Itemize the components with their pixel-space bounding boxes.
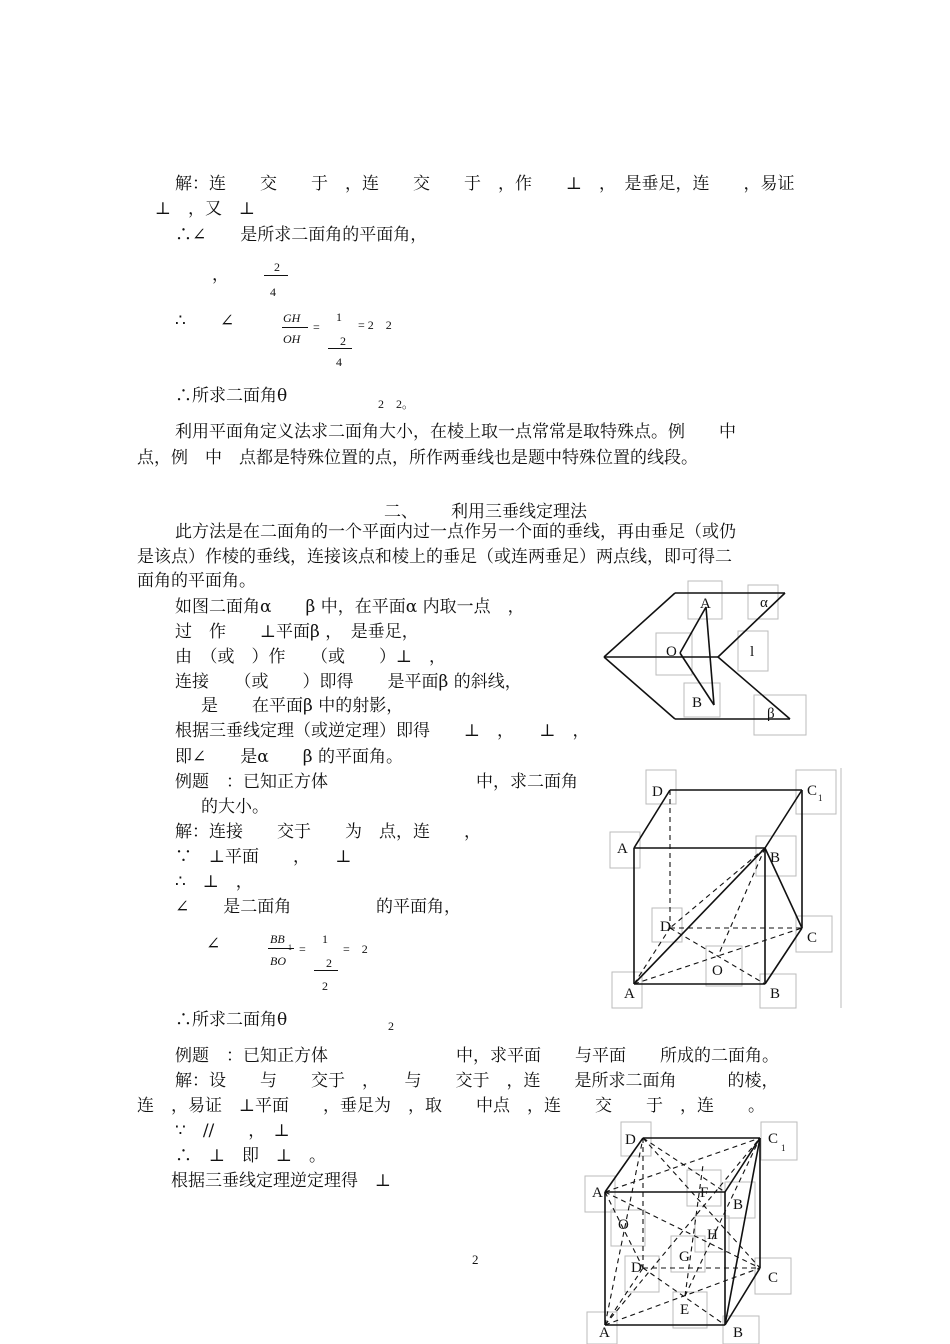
angle-symbol: ∠	[206, 934, 221, 954]
example-line: 例题 ：已知正方体	[175, 1046, 328, 1066]
example-line: ∵ // ， ⊥	[175, 1121, 290, 1141]
solution-line-3: ∴∠ 是所求二面角的平面角，	[175, 225, 428, 245]
label-A: A	[624, 986, 635, 1002]
cube-figure-1	[610, 768, 845, 1008]
label-l: l	[750, 644, 755, 660]
paragraph-line: 由 （或 ）作 （或 ）⊥ ，	[175, 647, 446, 667]
solution-line-6: ∴所求二面角θ	[175, 386, 288, 406]
fraction-denominator: 2	[322, 979, 328, 993]
label-A1: A	[617, 841, 628, 857]
result-value: = 2 2	[358, 318, 392, 332]
page-number: 2	[472, 1252, 479, 1267]
label-C: C	[768, 1270, 779, 1286]
section-title: 利用三垂线定理法	[451, 502, 587, 522]
fraction-numerator: BB	[270, 932, 285, 946]
label-B: B	[733, 1325, 744, 1341]
example-line: ∴ ⊥ ，	[175, 872, 253, 892]
subscript: 1	[288, 943, 292, 952]
fraction-bar	[328, 348, 352, 349]
label-A1: A	[592, 1185, 603, 1201]
paragraph-line: 点，例 中 点都是特殊位置的点，所作两垂线也是题中特殊位置的线段。	[137, 448, 698, 468]
answer-value: 2	[388, 1019, 394, 1033]
fraction-denominator: 4	[270, 285, 276, 299]
line-AB	[706, 607, 714, 705]
answer-line: ∴所求二面角θ	[175, 1010, 288, 1030]
example-line: ∴ ⊥ 即 ⊥ 。	[175, 1146, 326, 1166]
paragraph-line: 如图二面角α β 中，在平面α 内取一点 ，	[175, 597, 525, 617]
example-line: 解：连接 交于 为 点，连 ，	[175, 822, 481, 842]
paragraph-line: 过 作 ⊥平面β ， 是垂足，	[175, 622, 419, 642]
paragraph-line: 此方法是在二面角的一个平面内过一点作另一个面的垂线，再由垂足（或仍	[175, 522, 736, 542]
label-B: B	[770, 986, 781, 1002]
label-A: A	[599, 1325, 610, 1341]
label-C: C	[807, 930, 818, 946]
label-F: F	[700, 1185, 709, 1201]
label-B: B	[692, 695, 703, 711]
example-line: 中，求二面角	[476, 772, 578, 792]
label-G: G	[679, 1249, 690, 1265]
fraction-numerator: GH	[283, 311, 301, 325]
paragraph-line: 是该点）作棱的垂线，连接该点和棱上的垂足（或连两垂足）两点线，即可得二	[137, 547, 732, 567]
plane-beta-left-edge	[604, 657, 675, 719]
label-A: A	[700, 596, 711, 612]
paragraph-line: 面角的平面角。	[137, 571, 256, 591]
label-D: D	[660, 919, 671, 935]
label-B1: B	[733, 1197, 744, 1213]
label-C1: C	[807, 783, 818, 799]
cube-figure-2	[585, 1120, 800, 1344]
fraction-middle: 2	[340, 334, 346, 348]
example-line: 解：设 与 交于 ， 与 交于 ，连 是所求二面角 的棱，	[175, 1071, 779, 1091]
label-C1-sub: 1	[781, 1143, 786, 1153]
hidden-line-B1O	[718, 848, 765, 956]
example-line: 例题 ：已知正方体	[175, 772, 328, 792]
result-value: = 2	[343, 942, 368, 956]
section-number: 二、	[384, 502, 418, 522]
label-H: H	[707, 1227, 718, 1243]
solution-line-4: ，	[212, 265, 229, 285]
fraction-denominator: BO	[270, 954, 286, 968]
fraction-bar	[268, 948, 294, 949]
label-D: D	[631, 1260, 642, 1276]
label-E: E	[680, 1302, 690, 1318]
example-line: ∠ 是二面角	[175, 897, 292, 917]
paragraph-line: 根据三垂线定理（或逆定理）即得 ⊥ ， ⊥ ，	[175, 721, 590, 741]
fraction-denominator: 4	[336, 355, 342, 369]
solution-line-5: ∴ ∠	[175, 311, 235, 331]
label-O: O	[618, 1217, 629, 1233]
fraction-denominator: OH	[283, 332, 301, 346]
example-line: 连 ，易证 ⊥平面 ，垂足为 ，取 中点 ，连 交 于 ，连 。	[137, 1096, 765, 1116]
example-line: 的平面角，	[376, 897, 461, 917]
fraction-numerator: 2	[274, 260, 280, 274]
paragraph-line: 即∠ 是α β 的平面角。	[175, 747, 403, 767]
label-C1: C	[768, 1131, 779, 1147]
plane-alpha-left-edge	[604, 593, 675, 657]
label-D1: D	[625, 1132, 636, 1148]
label-O: O	[712, 963, 723, 979]
solution-line-1: 解：连 交 于 ，连 交 于 ，作 ⊥ ， 是垂足，连 ，易证	[175, 174, 795, 194]
fraction-numerator: 1	[336, 310, 342, 324]
label-alpha: α	[760, 595, 768, 611]
equals-sign: =	[313, 320, 320, 334]
paragraph-line: 是 在平面β 中的射影，	[201, 696, 404, 716]
label-beta: β	[767, 706, 775, 722]
paragraph-line: 利用平面角定义法求二面角大小，在棱上取一点常常是取特殊点。例 中	[175, 422, 736, 442]
example-line: 的大小。	[201, 797, 269, 817]
hidden-line-B1D	[670, 848, 765, 928]
fraction-middle: 2	[326, 956, 332, 970]
label-B1: B	[770, 850, 781, 866]
dihedral-angle-figure	[600, 585, 810, 735]
diag-AB1	[634, 848, 765, 984]
fraction-numerator: 1	[322, 932, 328, 946]
hidden-diag-B1D1	[643, 1138, 725, 1192]
example-line: 根据三垂线定理逆定理得 ⊥	[171, 1171, 391, 1191]
fraction-bar	[314, 970, 338, 971]
paragraph-line: 连接 （或 ）即得 是平面β 的斜线，	[175, 672, 522, 692]
answer-value: 2 2。	[378, 397, 415, 411]
example-line: ∵ ⊥平面 ， ⊥	[175, 847, 352, 867]
solution-line-2: ⊥ ，又 ⊥	[155, 199, 255, 219]
fraction-bar	[282, 327, 308, 328]
label-D1: D	[652, 784, 663, 800]
label-C1-sub: 1	[818, 793, 823, 803]
label-O: O	[666, 644, 677, 660]
fraction-bar	[264, 275, 288, 276]
example-line: 中，求平面 与平面 所成的二面角。	[456, 1046, 779, 1066]
line-AO	[680, 607, 706, 653]
equals-sign: =	[299, 942, 306, 956]
